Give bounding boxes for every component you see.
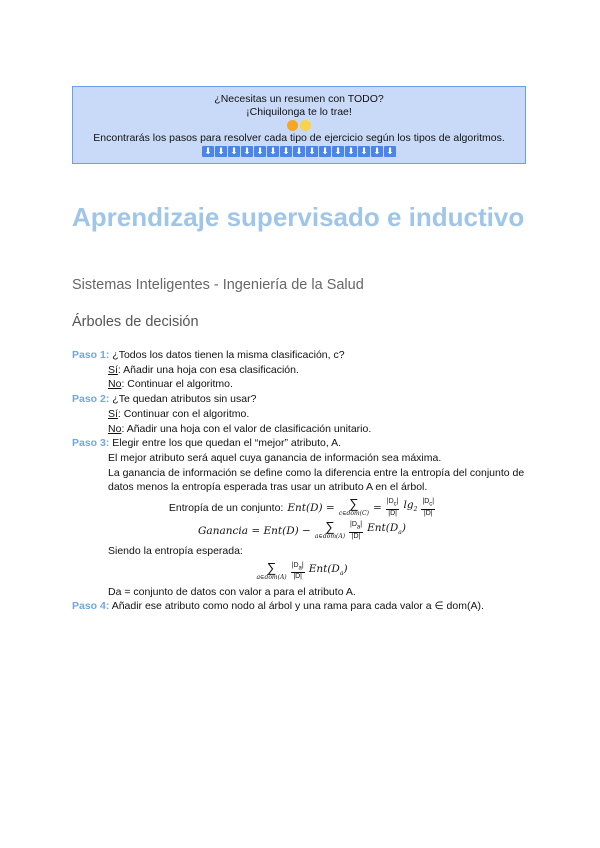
fraction: $\frac{|D_c|}{|D|}$: [386, 498, 399, 517]
expected-entropy-label: Siendo la entropía esperada:: [108, 545, 243, 558]
fraction: $\frac{|D_a|}{|D|}$: [291, 562, 304, 581]
page-subtitle: Sistemas Inteligentes - Ingeniería de la Salud: [72, 277, 364, 293]
down-arrow-icon[interactable]: ⬇: [280, 146, 292, 157]
down-arrow-icon[interactable]: ⬇: [228, 146, 240, 157]
gain-formula: [72, 521, 532, 541]
step-2: [72, 392, 532, 407]
sum-symbol: ∑ a∈dom(A): [256, 559, 287, 581]
entropy-label: Entropía de un conjunto:: [168, 501, 284, 514]
down-arrow-icon[interactable]: ⬇: [358, 146, 370, 157]
fraction: $\frac{|D_a|}{|D|}$: [350, 521, 363, 540]
fraction: $\frac{|D_c|}{|D|}$: [422, 498, 435, 517]
step-1-no: [72, 377, 532, 392]
gain-rhs: $Ent(D_a)$: [367, 522, 406, 537]
gain-lhs: Ganancia = Ent(D) −: [198, 524, 311, 537]
step-3-label: Paso 3:: [72, 437, 110, 450]
down-arrow-icon[interactable]: ⬇: [345, 146, 357, 157]
yes-text: : Continuar con el algoritmo.: [117, 407, 250, 420]
yes-label: Sí: [108, 363, 118, 376]
step-2-yes: [72, 407, 532, 422]
down-arrow-icon[interactable]: ⬇: [202, 146, 214, 157]
step-1-label: Paso 1:: [72, 349, 110, 361]
log-term: $\lg_2$: [403, 499, 418, 514]
step-3: [72, 436, 532, 451]
banner-line-2: ¡Chiquilonga te lo trae!: [246, 106, 352, 118]
down-arrow-icon[interactable]: ⬇: [241, 146, 253, 157]
down-arrow-icon[interactable]: ⬇: [254, 146, 266, 157]
down-arrow-icon[interactable]: ⬇: [319, 146, 331, 157]
step-4: [72, 599, 532, 614]
no-text: : Añadir una hoja con el valor de clasificación unitario.: [121, 422, 372, 435]
no-label: No: [108, 422, 122, 435]
entropy-formula: [72, 498, 532, 518]
step-2-text: ¿Te quedan atributos sin usar?: [109, 393, 257, 406]
step-3-line-2: La ganancia de información se define como la diferencia entre la entropía del conjunto de datos menos la entropía esperada tras usar un atributo A en el árbol.: [108, 466, 525, 494]
step-4-text: Añadir ese atributo como nodo al árbol y una rama para cada valor a ∈ dom(A).: [109, 600, 484, 613]
owl-emoji-icon: [287, 120, 298, 131]
sum-symbol: ∑ c∈dom(C): [338, 496, 369, 518]
no-label: No: [108, 378, 122, 391]
da-definition: Da = conjunto de datos con valor a para el atributo A.: [108, 585, 356, 598]
step-2-no: [72, 422, 532, 437]
down-arrow-row[interactable]: [73, 146, 525, 157]
down-arrow-icon[interactable]: ⬇: [267, 146, 279, 157]
down-arrow-icon[interactable]: ⬇: [306, 146, 318, 157]
step-1: [72, 348, 532, 363]
banner-line-1: ¿Necesitas un resumen con TODO?: [214, 93, 384, 105]
page-title: Aprendizaje supervisado e inductivo: [72, 202, 525, 232]
yes-text: : Añadir una hoja con esa clasificación.: [117, 363, 299, 376]
section-heading: Árboles de decisión: [72, 314, 199, 330]
down-arrow-icon[interactable]: ⬇: [293, 146, 305, 157]
equals-sign: =: [372, 501, 382, 514]
down-arrow-icon[interactable]: ⬇: [332, 146, 344, 157]
entropy-lhs: Ent(D) =: [287, 501, 335, 514]
step-1-text: ¿Todos los datos tienen la misma clasificación, c?: [109, 349, 345, 361]
step-1-yes: [72, 363, 532, 378]
down-arrow-icon[interactable]: ⬇: [384, 146, 396, 157]
down-arrow-icon[interactable]: ⬇: [215, 146, 227, 157]
step-3-text: Elegir entre los que quedan el “mejor” atributo, A.: [109, 437, 342, 450]
step-4-label: Paso 4:: [72, 600, 110, 613]
steps-content: [72, 348, 532, 614]
no-text: : Continuar el algoritmo.: [121, 378, 233, 391]
expected-rhs: $Ent(D_a)$: [308, 562, 348, 577]
emoji-row: [73, 120, 525, 131]
banner-line-3: Encontrarás los pasos para resolver cada tipo de ejercicio según los tipos de algoritmos.: [93, 132, 505, 144]
down-arrow-icon[interactable]: ⬇: [371, 146, 383, 157]
step-2-label: Paso 2:: [72, 393, 110, 406]
promo-banner: [72, 86, 526, 164]
step-3-line-1: El mejor atributo será aquel cuya ganancia de información sea máxima.: [108, 451, 442, 464]
sum-symbol: ∑ a∈dom(A): [314, 519, 346, 541]
yes-label: Sí: [108, 407, 118, 420]
smile-emoji-icon: [300, 120, 311, 131]
expected-entropy-formula: [72, 559, 532, 582]
